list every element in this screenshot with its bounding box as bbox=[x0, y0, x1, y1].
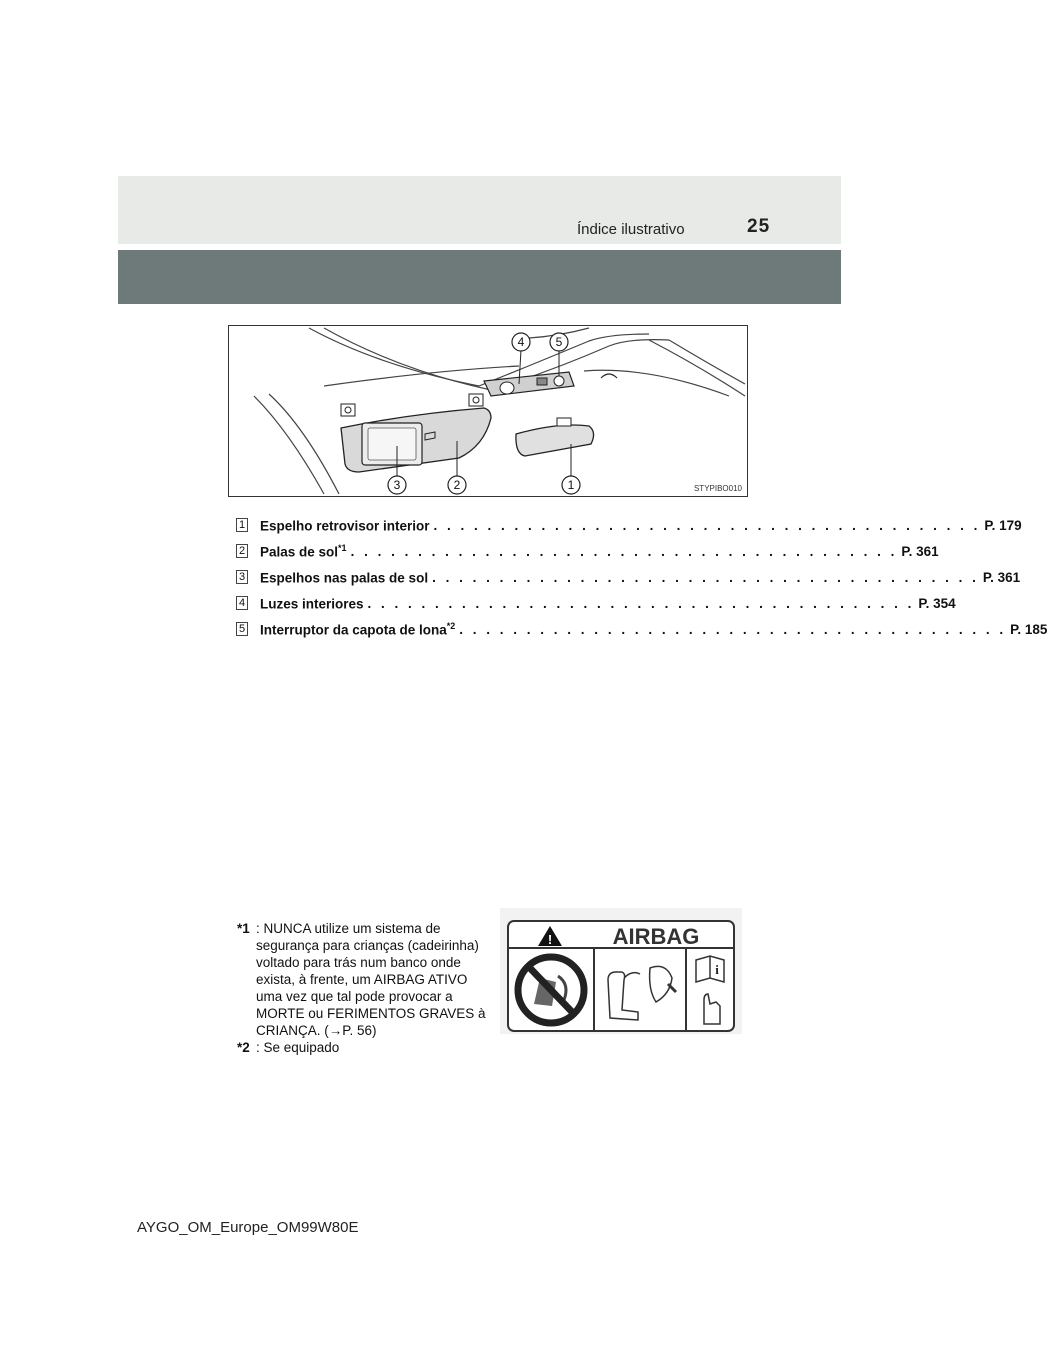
item-page-ref[interactable]: P. 179 bbox=[984, 517, 1022, 533]
leader-dots: . . . . . . . . . . . . . . . . . . . . . . . . . . . . . . . . . . . . . . . . . bbox=[432, 569, 979, 585]
item-number: 2 bbox=[236, 544, 248, 558]
item-number: 3 bbox=[236, 570, 248, 584]
item-page-ref[interactable]: P. 354 bbox=[918, 595, 956, 611]
airbag-warning-label bbox=[500, 908, 742, 1034]
interior-illustration bbox=[228, 325, 748, 497]
item-page-ref[interactable]: P. 361 bbox=[901, 543, 939, 559]
vehicle-ceiling-drawing bbox=[229, 326, 747, 496]
warning-symbol: ! bbox=[547, 932, 553, 947]
item-number: 5 bbox=[236, 622, 248, 636]
airbag-label-graphic bbox=[500, 908, 742, 1034]
item-number: 1 bbox=[236, 518, 248, 532]
callout-2: 2 bbox=[453, 478, 461, 492]
footnote-1 bbox=[237, 920, 495, 1039]
item-label: Palas de sol$^{*1}$ bbox=[260, 542, 347, 560]
callout-4: 4 bbox=[517, 335, 525, 349]
item-number: 4 bbox=[236, 596, 248, 610]
leader-dots: . . . . . . . . . . . . . . . . . . . . . . . . . . . . . . . . . . . . . . . . . bbox=[433, 517, 981, 533]
footnote-mark: *2 bbox=[237, 1040, 250, 1055]
item-label: Espelhos nas palas de sol bbox=[260, 570, 429, 586]
item-label: Luzes interiores bbox=[260, 596, 364, 612]
list-item[interactable] bbox=[236, 616, 1047, 642]
leader-dots: . . . . . . . . . . . . . . . . . . . . . . . . . . . . . . . . . . . . . . . . . bbox=[350, 543, 898, 559]
list-item[interactable] bbox=[236, 590, 956, 616]
list-item[interactable] bbox=[236, 538, 939, 564]
footnote-text: : NUNCA utilize um sistema de segurança para crianças (cadeirinha) voltado para trás num banco onde exista, à frente, um AIRBAG ATIVO uma vez que tal pode provocar a MORTE ou FERIMENTOS GRAVES à CRIANÇA. (→P. 56) bbox=[256, 921, 486, 1038]
svg-text:i: i bbox=[715, 962, 719, 977]
leader-dots: . . . . . . . . . . . . . . . . . . . . . . . . . . . . . . . . . . . . . . . . . bbox=[459, 621, 1007, 637]
section-title: Índice ilustrativo bbox=[577, 221, 685, 238]
footnotes bbox=[237, 920, 495, 1056]
item-label: Espelho retrovisor interior bbox=[260, 518, 430, 534]
list-item[interactable] bbox=[236, 512, 1022, 538]
footnote-mark: *1 bbox=[237, 921, 250, 936]
list-item[interactable] bbox=[236, 564, 1021, 590]
item-label: Interruptor da capota de lona$^{*2}$ bbox=[260, 620, 456, 638]
callout-5: 5 bbox=[555, 335, 563, 349]
callout-1: 1 bbox=[567, 478, 575, 492]
item-page-ref[interactable]: P. 361 bbox=[982, 569, 1021, 585]
item-list bbox=[236, 512, 1047, 642]
rearview-mirror-shape bbox=[516, 425, 594, 456]
airbag-title: AIRBAG bbox=[612, 924, 700, 949]
item-page-ref[interactable]: P. 185 bbox=[1010, 621, 1047, 637]
header-band bbox=[118, 176, 841, 244]
leader-dots: . . . . . . . . . . . . . . . . . . . . . . . . . . . . . . . . . . . . . . . . . bbox=[367, 595, 915, 611]
footnote-2 bbox=[237, 1039, 495, 1056]
section-band bbox=[118, 250, 841, 304]
document-id: AYGO_OM_Europe_OM99W80E bbox=[137, 1219, 359, 1236]
page-number: 25 bbox=[747, 216, 771, 237]
figure-code: STYPIBO010 bbox=[693, 484, 742, 493]
callout-3: 3 bbox=[393, 478, 401, 492]
footnote-text: : Se equipado bbox=[256, 1040, 340, 1055]
